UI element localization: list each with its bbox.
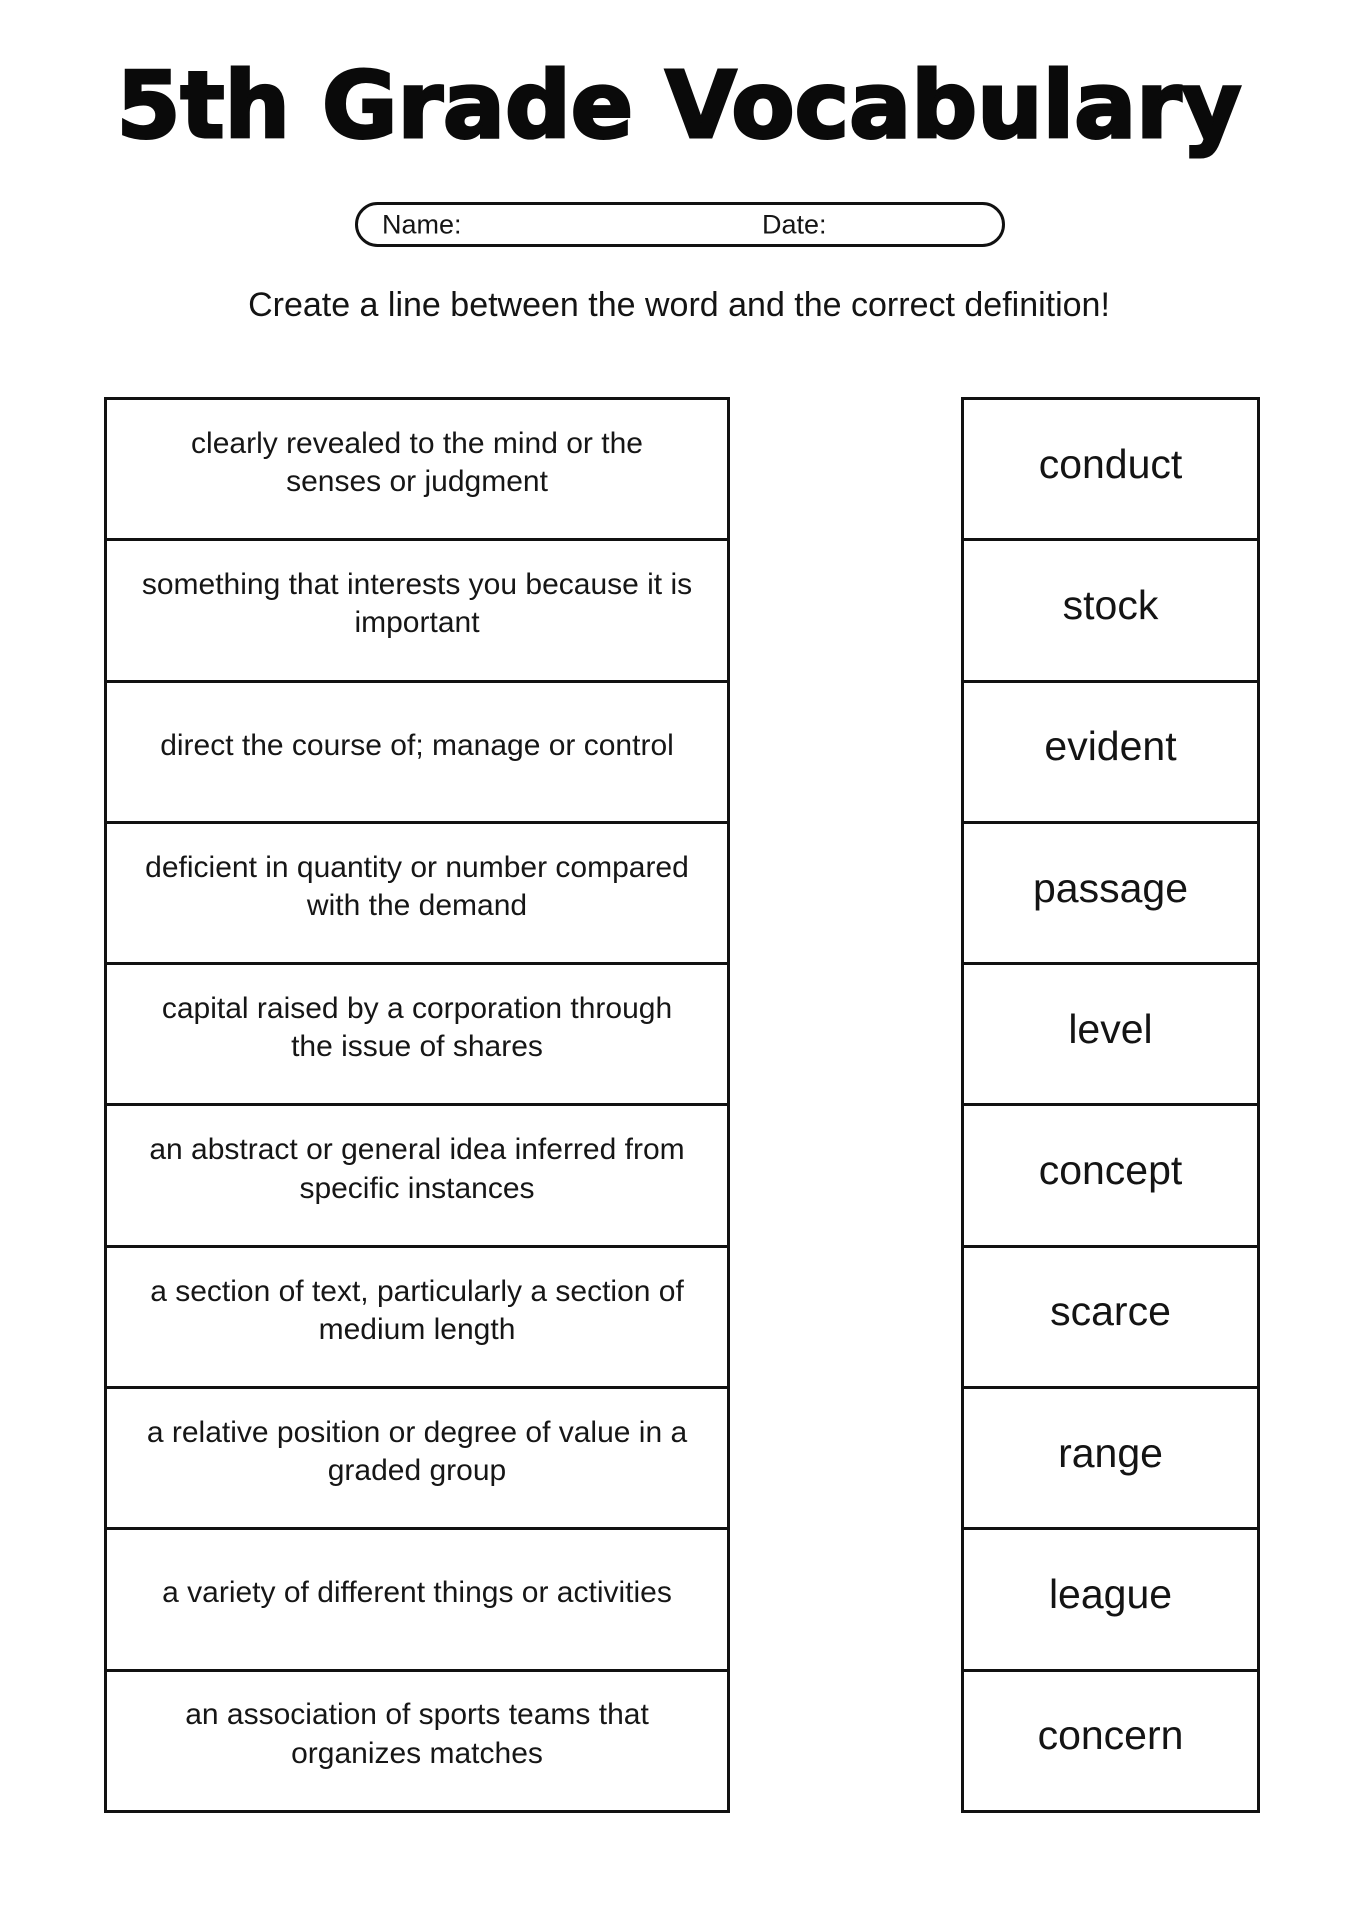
date-input-area[interactable] (836, 209, 996, 243)
word-box[interactable]: level (964, 965, 1257, 1106)
definition-box[interactable]: a section of text, particularly a section of medium length (107, 1248, 727, 1389)
words-column (961, 397, 1260, 1813)
definition-box[interactable]: an abstract or general idea inferred from specific instances (107, 1106, 727, 1247)
word-box[interactable]: scarce (964, 1248, 1257, 1389)
worksheet-title: 5th Grade Vocabulary (116, 52, 1242, 159)
definition-box[interactable]: a relative position or degree of value in a graded group (107, 1389, 727, 1530)
word-box[interactable]: range (964, 1389, 1257, 1530)
name-date-field (355, 202, 1005, 247)
definition-box[interactable]: a variety of different things or activities (107, 1530, 727, 1671)
word-box[interactable]: conduct (964, 400, 1257, 541)
date-label: Date: (762, 209, 827, 239)
word-box[interactable]: evident (964, 683, 1257, 824)
word-box[interactable]: league (964, 1530, 1257, 1671)
name-input-area[interactable] (473, 209, 753, 243)
definition-box[interactable]: clearly revealed to the mind or the senses or judgment (107, 400, 727, 541)
name-label: Name: (382, 209, 462, 239)
word-box[interactable]: concept (964, 1106, 1257, 1247)
word-box[interactable]: passage (964, 824, 1257, 965)
word-box[interactable]: concern (1037, 1712, 1184, 1759)
word-box[interactable]: stock (964, 541, 1257, 682)
definition-box[interactable]: something that interests you because it is important (107, 541, 727, 682)
definition-box[interactable]: capital raised by a corporation through the issue of shares (107, 965, 727, 1106)
definitions-column (104, 397, 730, 1813)
definition-box[interactable]: direct the course of; manage or control (107, 683, 727, 824)
definition-box[interactable]: deficient in quantity or number compared with the demand (107, 824, 727, 965)
definition-box[interactable]: an association of sports teams that organizes matches (185, 1698, 649, 1770)
instruction-text: Create a line between the word and the correct definition! (248, 286, 1110, 324)
